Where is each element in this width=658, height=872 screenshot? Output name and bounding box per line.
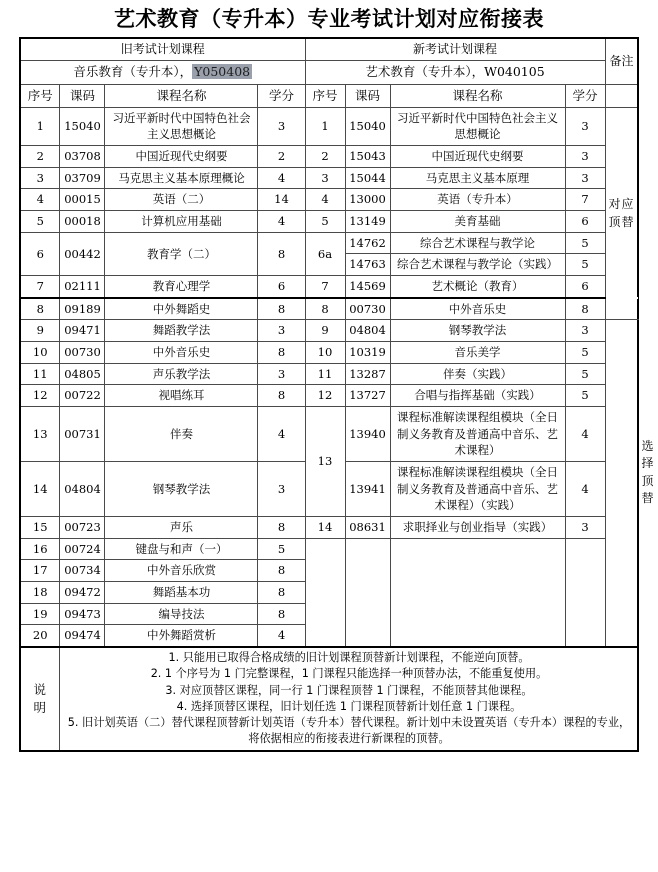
old-seq: 13 (20, 407, 60, 462)
old-credit: 4 (258, 625, 305, 647)
new-seq: 14 (305, 517, 345, 539)
old-plan-label: 音乐教育（专升本）， (73, 64, 193, 80)
notes-row (20, 647, 638, 750)
old-course-name: 中外舞蹈赏析 (105, 625, 258, 647)
old-code: 00730 (60, 342, 105, 364)
old-seq: 12 (20, 385, 60, 407)
old-seq: 16 (20, 538, 60, 560)
new-code: 13727 (345, 385, 390, 407)
new-code: 10319 (345, 342, 390, 364)
old-credit: 8 (258, 517, 305, 539)
old-code: 00442 (60, 232, 105, 275)
new-credit: 4 (565, 407, 605, 462)
old-course-name: 中外舞蹈史 (105, 298, 258, 320)
notes-label (20, 647, 60, 750)
band-old-plan: 旧考试计划课程 (20, 38, 305, 61)
note-item: 4. 选择顶替区课程，旧计划任选 1 门课程顶替新计划任意 1 门课程。 (176, 699, 522, 713)
old-course-name: 习近平新时代中国特色社会主义思想概论 (105, 107, 258, 145)
notes-label-text: 说 明 (33, 681, 47, 715)
old-code: 03709 (60, 167, 105, 189)
old-seq: 7 (20, 276, 60, 298)
old-code: 09189 (60, 298, 105, 320)
old-credit: 14 (258, 189, 305, 211)
new-course-name: 马克思主义基本原理 (390, 167, 565, 189)
old-course-name: 键盘与和声（一） (105, 538, 258, 560)
old-course-name: 伴奏 (105, 407, 258, 462)
new-seq: 9 (305, 320, 345, 342)
old-code: 00731 (60, 407, 105, 462)
old-credit: 8 (258, 582, 305, 604)
new-course-name: 英语（专升本） (390, 189, 565, 211)
col-header-new-credit: 学分 (565, 84, 605, 107)
new-seq-group: 13 (305, 407, 345, 517)
old-code: 09471 (60, 320, 105, 342)
table-row (20, 363, 638, 385)
old-code: 09472 (60, 582, 105, 604)
table-row (20, 385, 638, 407)
old-code: 00724 (60, 538, 105, 560)
col-header-old-course: 课程名称 (105, 84, 258, 107)
band-new-plan: 新考试计划课程 (305, 38, 605, 61)
old-seq: 4 (20, 189, 60, 211)
old-code: 03708 (60, 145, 105, 167)
old-seq: 8 (20, 298, 60, 320)
old-credit: 8 (258, 603, 305, 625)
old-seq: 6 (20, 232, 60, 275)
new-credit: 6 (565, 211, 605, 233)
new-credit: 5 (565, 385, 605, 407)
old-course-name: 舞蹈教学法 (105, 320, 258, 342)
table-row (20, 517, 638, 539)
col-header-old-code: 课码 (60, 84, 105, 107)
old-seq: 19 (20, 603, 60, 625)
old-course-name: 声乐教学法 (105, 363, 258, 385)
new-seq: 11 (305, 363, 345, 385)
new-course-name: 艺术概论（教育） (390, 276, 565, 298)
col-header-remark-blank (605, 84, 638, 107)
old-credit: 4 (258, 167, 305, 189)
remark-section1: 对应 顶替 (605, 107, 638, 320)
new-credit: 3 (565, 320, 605, 342)
table-row (20, 320, 638, 342)
new-credit: 5 (565, 232, 605, 254)
new-seq: 7 (305, 276, 345, 298)
old-code: 00734 (60, 560, 105, 582)
old-seq: 1 (20, 107, 60, 145)
old-course-name: 中国近现代史纲要 (105, 145, 258, 167)
new-code: 14762 (345, 232, 390, 254)
col-header-old-credit: 学分 (258, 84, 305, 107)
old-credit: 6 (258, 276, 305, 298)
new-course-empty (390, 538, 565, 647)
old-credit: 8 (258, 232, 305, 275)
old-course-name: 编导技法 (105, 603, 258, 625)
old-course-name: 教育学（二） (105, 232, 258, 275)
col-header-old-seq: 序号 (20, 84, 60, 107)
new-seq: 3 (305, 167, 345, 189)
new-course-name: 课程标准解读课程组模块（全日制义务教育及普通高中音乐、艺术课程） (390, 407, 565, 462)
note-item: 5. 旧计划英语（二）替代课程顶替新计划英语（专升本）替代课程。新计划中未设置英语（专升本）课程的专业，将依据相应的衔接表进行新课程的顶替。 (67, 716, 631, 746)
new-code: 08631 (345, 517, 390, 539)
new-course-name: 音乐美学 (390, 342, 565, 364)
old-course-name: 马克思主义基本原理概论 (105, 167, 258, 189)
old-seq: 14 (20, 462, 60, 517)
table-row (20, 342, 638, 364)
new-code: 00730 (345, 298, 390, 320)
old-credit: 8 (258, 385, 305, 407)
old-course-name: 中外音乐欣赏 (105, 560, 258, 582)
old-course-name: 中外音乐史 (105, 342, 258, 364)
new-code: 13940 (345, 407, 390, 462)
old-code: 04805 (60, 363, 105, 385)
new-seq: 8 (305, 298, 345, 320)
new-code: 04804 (345, 320, 390, 342)
old-course-name: 声乐 (105, 517, 258, 539)
old-code: 00723 (60, 517, 105, 539)
note-item: 2. 1 个序号为 1 门完整课程，1 门课程只能选择一种顶替办法，不能重复使用。 (150, 667, 548, 681)
new-code: 13287 (345, 363, 390, 385)
new-code-empty (345, 538, 390, 647)
old-credit: 8 (258, 560, 305, 582)
new-code: 15043 (345, 145, 390, 167)
col-header-new-code: 课码 (345, 84, 390, 107)
new-seq: 5 (305, 211, 345, 233)
page-title: 艺术教育（专升本）专业考试计划对应衔接表 (114, 6, 544, 31)
new-seq: 4 (305, 189, 345, 211)
new-seq-empty (305, 538, 345, 647)
old-plan-name (20, 61, 305, 84)
old-credit: 2 (258, 145, 305, 167)
old-course-name: 视唱练耳 (105, 385, 258, 407)
table-band-header-row (20, 38, 638, 61)
new-code: 13149 (345, 211, 390, 233)
new-code: 13941 (345, 462, 390, 517)
old-course-name: 英语（二） (105, 189, 258, 211)
new-course-name: 中国近现代史纲要 (390, 145, 565, 167)
old-credit: 3 (258, 462, 305, 517)
old-seq: 5 (20, 211, 60, 233)
new-seq: 1 (305, 107, 345, 145)
note-item: 1. 只能用已取得合格成绩的旧计划课程顶替新计划课程，不能逆向顶替。 (168, 651, 530, 665)
new-credit: 3 (565, 167, 605, 189)
old-seq: 17 (20, 560, 60, 582)
old-credit: 3 (258, 363, 305, 385)
table-row (20, 538, 638, 560)
new-seq: 2 (305, 145, 345, 167)
new-seq: 10 (305, 342, 345, 364)
new-credit: 5 (565, 363, 605, 385)
old-course-name: 舞蹈基本功 (105, 582, 258, 604)
old-credit: 3 (258, 320, 305, 342)
new-credit: 3 (565, 517, 605, 539)
new-plan-name: 艺术教育（专升本），W040105 (305, 61, 605, 84)
new-course-name: 美育基础 (390, 211, 565, 233)
new-code: 14763 (345, 254, 390, 276)
table-row (20, 189, 638, 211)
new-credit-empty (565, 538, 605, 647)
old-seq: 10 (20, 342, 60, 364)
col-header-new-course: 课程名称 (390, 84, 565, 107)
new-course-name: 求职择业与创业指导（实践） (390, 517, 565, 539)
old-seq: 15 (20, 517, 60, 539)
new-code: 15040 (345, 107, 390, 145)
new-course-name: 综合艺术课程与教学论 (390, 232, 565, 254)
new-credit: 5 (565, 342, 605, 364)
table-plan-row (20, 61, 638, 84)
new-course-name: 中外音乐史 (390, 298, 565, 320)
new-credit: 8 (565, 298, 605, 320)
old-seq: 11 (20, 363, 60, 385)
table-row (20, 167, 638, 189)
old-code: 09473 (60, 603, 105, 625)
notes-body (60, 647, 638, 750)
table-row (20, 407, 638, 462)
old-seq: 9 (20, 320, 60, 342)
old-credit: 5 (258, 538, 305, 560)
new-course-name: 习近平新时代中国特色社会主义思想概论 (390, 107, 565, 145)
new-course-name: 钢琴教学法 (390, 320, 565, 342)
old-seq: 2 (20, 145, 60, 167)
old-credit: 3 (258, 107, 305, 145)
new-course-name: 综合艺术课程与教学论（实践） (390, 254, 565, 276)
table-row (20, 232, 638, 254)
old-seq: 3 (20, 167, 60, 189)
new-course-name: 伴奏（实践） (390, 363, 565, 385)
new-credit: 5 (565, 254, 605, 276)
new-credit: 4 (565, 462, 605, 517)
new-seq: 6a (305, 232, 345, 275)
old-code: 00722 (60, 385, 105, 407)
old-code: 04804 (60, 462, 105, 517)
old-credit: 8 (258, 298, 305, 320)
new-credit: 3 (565, 107, 605, 145)
table-row (20, 107, 638, 145)
old-code: 00015 (60, 189, 105, 211)
table-row (20, 145, 638, 167)
old-credit: 8 (258, 342, 305, 364)
table-column-header-row (20, 84, 638, 107)
col-header-new-seq: 序号 (305, 84, 345, 107)
table-row (20, 211, 638, 233)
old-seq: 20 (20, 625, 60, 647)
course-mapping-table (19, 37, 655, 752)
old-code: 02111 (60, 276, 105, 298)
new-code: 15044 (345, 167, 390, 189)
new-seq: 12 (305, 385, 345, 407)
new-credit: 7 (565, 189, 605, 211)
old-course-name: 教育心理学 (105, 276, 258, 298)
table-row: 8 09189 中外舞蹈史 8 8 00730 中外音乐史 8 选择 顶替 (20, 298, 638, 320)
old-code: 09474 (60, 625, 105, 647)
old-credit: 4 (258, 407, 305, 462)
old-course-name: 钢琴教学法 (105, 462, 258, 517)
new-credit: 3 (565, 145, 605, 167)
old-plan-code-highlighted: Y050408 (194, 64, 251, 80)
old-code: 00018 (60, 211, 105, 233)
new-course-name: 课程标准解读课程组模块（全日制义务教育及普通高中音乐、艺术课程）（实践） (390, 462, 565, 517)
new-code: 14569 (345, 276, 390, 298)
old-credit: 4 (258, 211, 305, 233)
new-credit: 6 (565, 276, 605, 298)
old-code: 15040 (60, 107, 105, 145)
new-code: 13000 (345, 189, 390, 211)
old-course-name: 计算机应用基础 (105, 211, 258, 233)
band-remark-header: 备注 (605, 38, 638, 84)
table-row (20, 276, 638, 298)
note-item: 3. 对应顶替区课程，同一行 1 门课程顶替 1 门课程，不能顶替其他课程。 (165, 683, 533, 697)
new-course-name: 合唱与指挥基础（实践） (390, 385, 565, 407)
old-seq: 18 (20, 582, 60, 604)
